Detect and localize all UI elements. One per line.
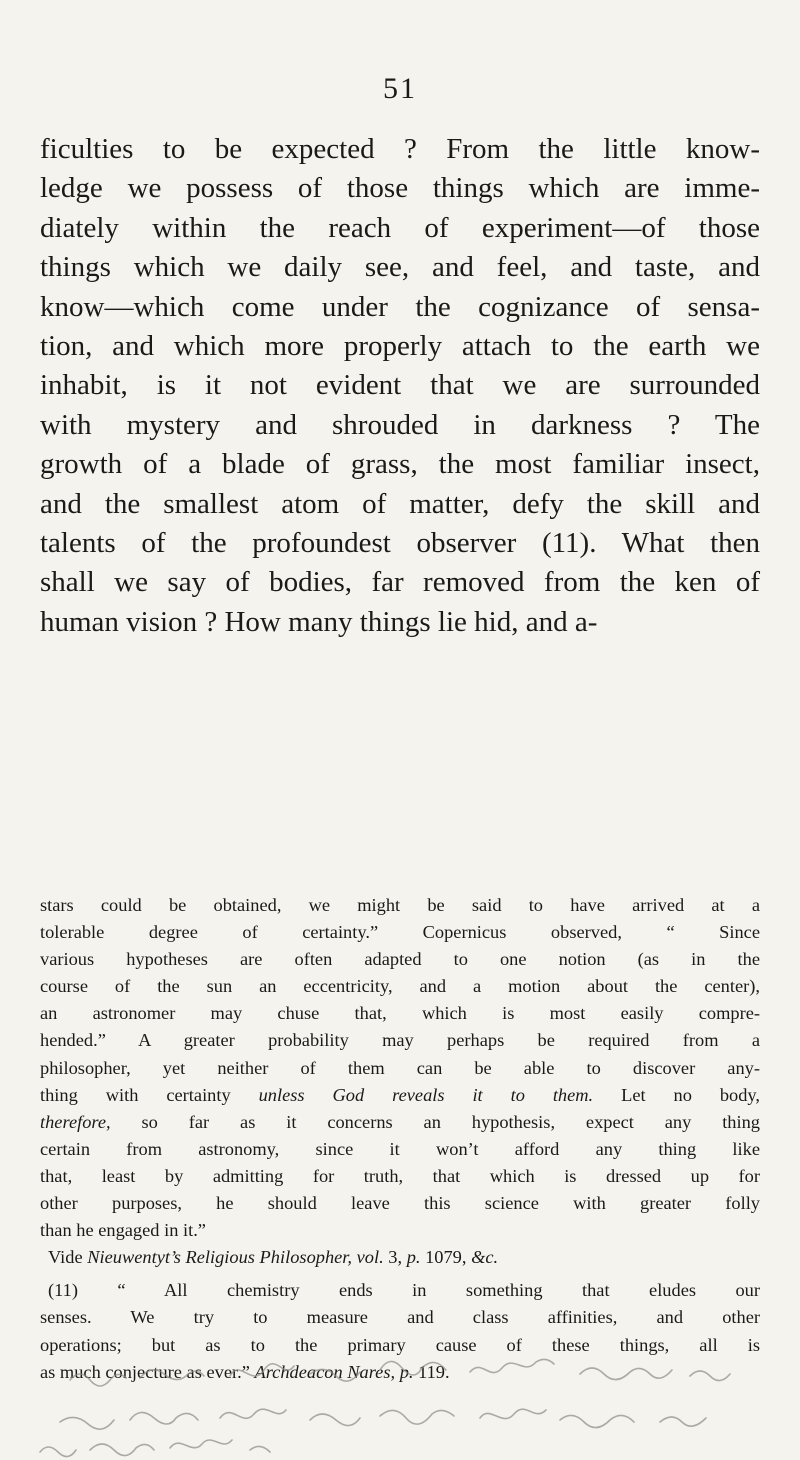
footnote-text: Let no body, [593,1084,761,1105]
footnote-line: than he engaged in it.” [40,1220,206,1241]
text-line: growth of a blade of grass, the most familiar insect, [40,448,760,481]
footnote-text: thing with certainty [40,1084,259,1105]
main-text [40,130,760,642]
text-line: with mystery and shrouded in darkness ? The [40,408,760,441]
footnote-line: philosopher, yet neither of them can be able to discover any- [40,1057,760,1078]
citation-italic: Nieuwentyt’s Religious Philosopher, vol. [87,1247,384,1268]
text-line: and the smallest atom of matter, defy the skill and [40,487,760,520]
footnote-line: other purposes, he should leave this science with greater folly [40,1193,760,1214]
text-line: things which we daily see, and feel, and taste, and [40,251,760,284]
footnote-line: an astronomer may chuse that, which is most easily compre- [40,1003,760,1024]
footnotes [40,892,760,1386]
note-11-line: (11) “ All chemistry ends in something that eludes our [48,1280,760,1301]
footnote-citation [40,1244,760,1271]
footnote-line: certain from astronomy, since it won’t afford any thing like [40,1138,760,1159]
text-line: talents of the profoundest observer (11). What then [40,527,760,560]
footnote-line: tolerable degree of certainty.” Copernicus observed, “ Since [40,922,760,943]
footnote-line: various hypotheses are often adapted to one notion (as in the [40,949,760,970]
note-text: 119. [413,1361,450,1382]
citation-italic: p. [406,1247,421,1268]
text-line: ledge we possess of those things which are imme- [40,172,760,205]
text-line: ficulties to be expected ? From the little know- [40,133,760,165]
text-line: human vision ? How many things lie hid, and a- [40,605,598,638]
citation-text: 1079, [420,1247,472,1268]
citation-italic: &c. [471,1247,499,1268]
citation-text: 3, [383,1247,407,1268]
handwritten-annotation [0,1330,800,1460]
citation-text: Vide [48,1247,88,1268]
note-11-line: operations; but as to the primary cause of these things, all is [40,1334,760,1355]
text-line: know—which come under the cognizance of sensa- [40,290,760,323]
footnote-line [40,1082,760,1109]
footnote-line [40,1109,760,1136]
footnote-line: stars could be obtained, we might be said to have arrived at a [40,895,760,915]
text-line: shall we say of bodies, far removed from the ken of [40,566,760,599]
page-number: 51 [383,72,417,105]
text-line: diately within the reach of experiment—of those [40,211,760,244]
note-italic: Archdeacon Nares, p. [254,1361,414,1382]
footnote-text: so far as it concerns an hypothesis, expect any thing [110,1111,760,1132]
note-text: as much conjecture as ever.” [40,1361,255,1382]
footnote-italic: unless God reveals it to them. [258,1084,594,1105]
footnote-line: course of the sun an eccentricity, and a motion about the center), [40,976,760,997]
footnote-line: that, least by admitting for truth, that which is dressed up for [40,1165,760,1186]
text-line: tion, and which more properly attach to the earth we [40,330,760,363]
text-line: inhabit, is it not evident that we are surrounded [40,369,760,402]
footnote-line: hended.” A greater probability may perhaps be required from a [40,1030,760,1051]
note-11-line: senses. We try to measure and class affinities, and other [40,1307,760,1328]
footnote-italic: therefore, [40,1111,111,1132]
